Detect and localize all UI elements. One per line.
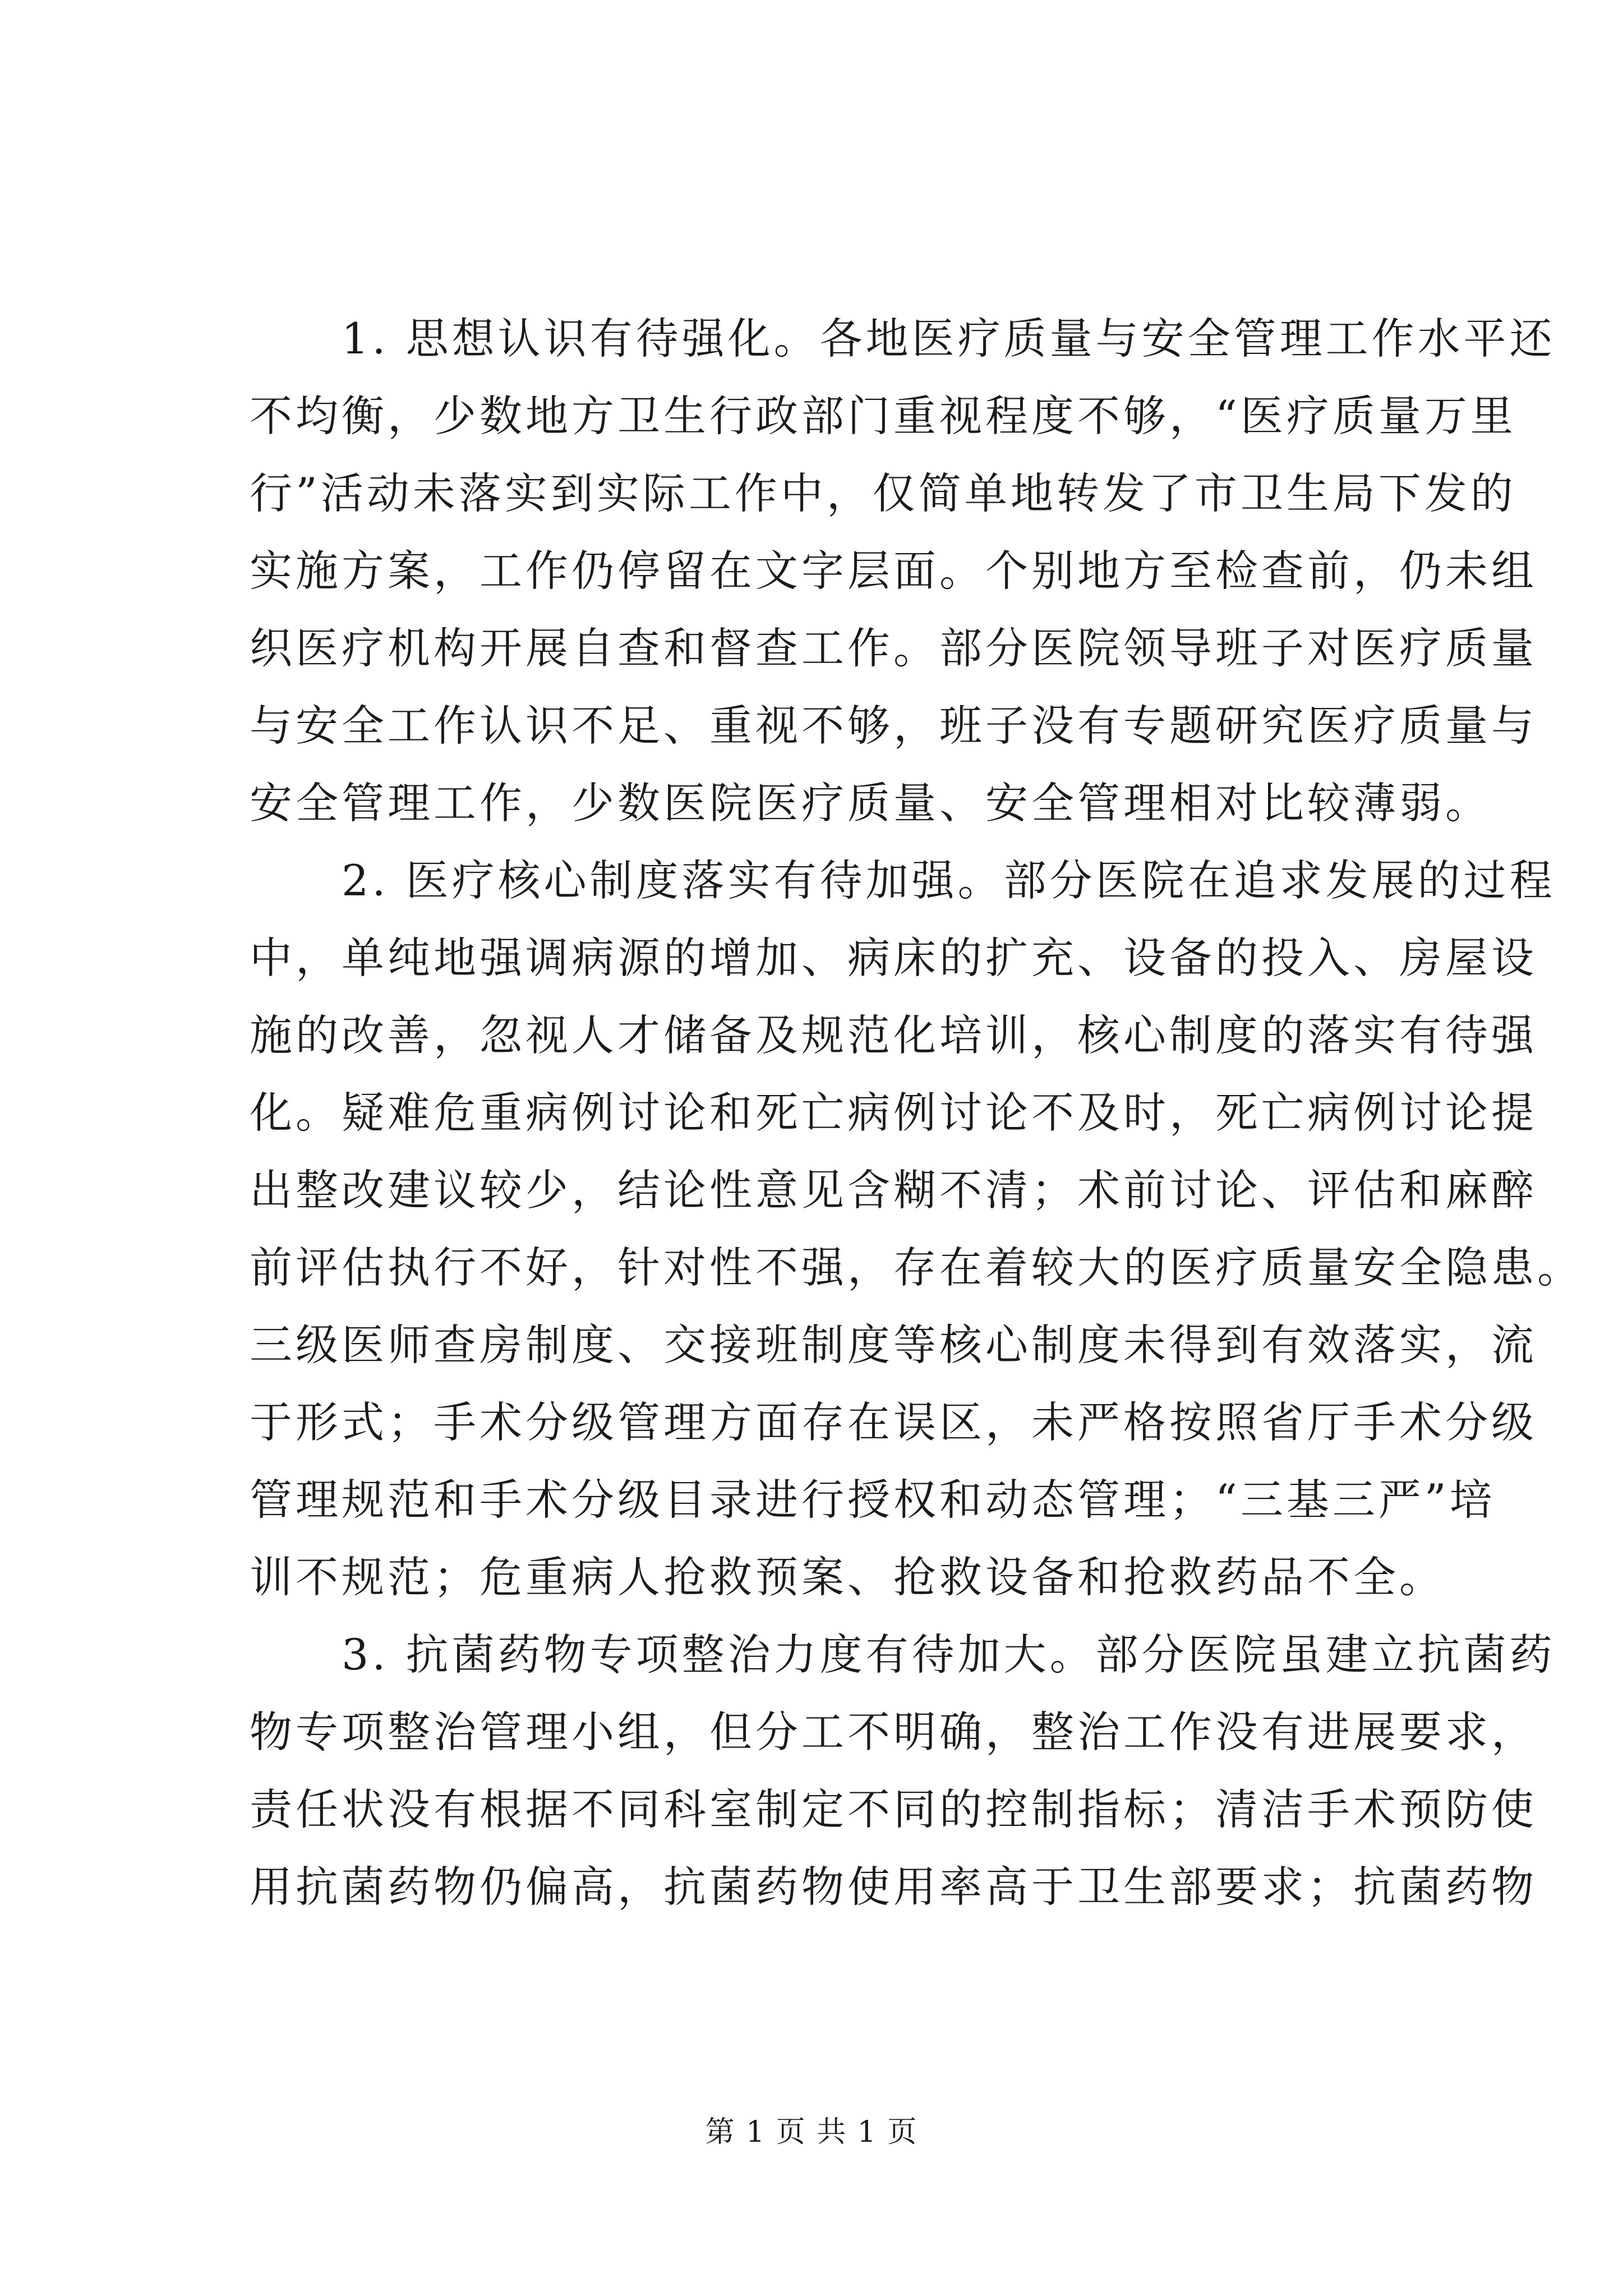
text-line: 管理规范和手术分级目录进行授权和动态管理；“三基三严”培 <box>250 1475 1496 1525</box>
text-line: 前评估执行不好，针对性不强，存在着较大的医疗质量安全隐患。 <box>250 1243 1583 1292</box>
text-line: 不均衡，少数地方卫生行政部门重视程度不够，“医疗质量万里 <box>250 391 1516 441</box>
text-line: 1. 思想认识有待强化。各地医疗质量与安全管理工作水平还 <box>250 314 1556 364</box>
text-line: 训不规范；危重病人抢救预案、抢救设备和抢救药品不全。 <box>250 1552 1445 1602</box>
text-line: 化。疑难危重病例讨论和死亡病例讨论不及时，死亡病例讨论提 <box>250 1088 1537 1138</box>
text-line: 施的改善，忽视人才储备及规范化培训，核心制度的落实有待强 <box>250 1010 1537 1060</box>
text-line: 于形式；手术分级管理方面存在误区，未严格按照省厅手术分级 <box>250 1397 1537 1447</box>
text-line: 物专项整治管理小组，但分工不明确，整治工作没有进展要求， <box>250 1707 1537 1757</box>
document-body <box>250 300 1583 1926</box>
text-line: 三级医师查房制度、交接班制度等核心制度未得到有效落实，流 <box>250 1320 1537 1370</box>
page-footer: 第 1 页 共 1 页 <box>705 2115 918 2149</box>
text-line: 中，单纯地强调病源的增加、病床的扩充、设备的投入、房屋设 <box>250 933 1537 983</box>
text-line: 责任状没有根据不同科室制定不同的控制指标；清洁手术预防使 <box>250 1784 1537 1834</box>
paragraph-2 <box>250 842 1583 1616</box>
text-line: 与安全工作认识不足、重视不够，班子没有专题研究医疗质量与 <box>250 701 1537 751</box>
paragraph-3 <box>250 1616 1556 1926</box>
text-line: 行”活动未落实到实际工作中，仅简单地转发了市卫生局下发的 <box>250 468 1516 518</box>
text-line: 2. 医疗核心制度落实有待加强。部分医院在追求发展的过程 <box>250 855 1556 905</box>
text-line: 织医疗机构开展自查和督查工作。部分医院领导班子对医疗质量 <box>250 623 1537 673</box>
text-line: 出整改建议较少，结论性意见含糊不清；术前讨论、评估和麻醉 <box>250 1165 1537 1215</box>
text-line: 实施方案，工作仍停留在文字层面。个别地方至检查前，仍未组 <box>250 546 1537 596</box>
text-line: 3. 抗菌药物专项整治力度有待加大。部分医院虽建立抗菌药 <box>250 1630 1556 1680</box>
paragraph-1 <box>250 300 1556 842</box>
text-line: 用抗菌药物仍偏高，抗菌药物使用率高于卫生部要求；抗菌药物 <box>250 1862 1537 1912</box>
text-line: 安全管理工作，少数医院医疗质量、安全管理相对比较薄弱。 <box>250 778 1491 828</box>
